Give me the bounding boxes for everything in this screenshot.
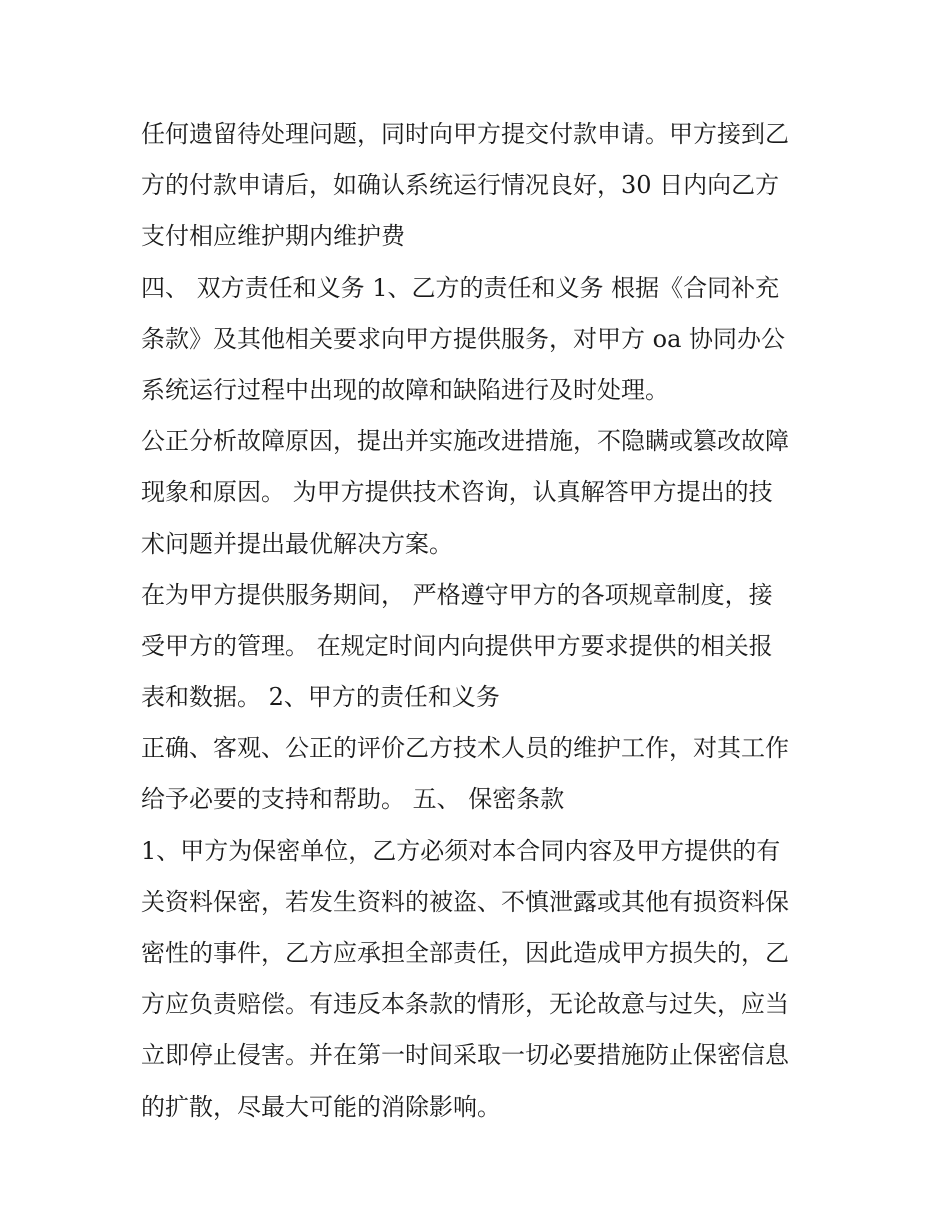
text-line: 1、甲方为保密单位，乙方必须对本合同内容及甲方提供的有	[141, 836, 781, 865]
text-line: 术问题并提出最优解决方案。	[141, 529, 453, 558]
text-line: 在为甲方提供服务期间， 严格遵守甲方的各项规章制度，接	[141, 580, 773, 609]
text-line: 受甲方的管理。 在规定时间内向提供甲方要求提供的相关报	[141, 631, 773, 660]
text-line: 的扩散，尽最大可能的消除影响。	[141, 1092, 501, 1121]
text-line: 正确、客观、公正的评价乙方技术人员的维护工作，对其工作	[141, 734, 789, 763]
text-line: 密性的事件，乙方应承担全部责任，因此造成甲方损失的，乙	[141, 939, 789, 967]
text-line: 任何遗留待处理问题，同时向甲方提交付款申请。甲方接到乙	[141, 120, 789, 148]
text-line: 系统运行过程中出现的故障和缺陷进行及时处理。	[141, 375, 669, 404]
text-line: 方应负责赔偿。有违反本条款的情形，无论故意与过失，应当	[141, 990, 789, 1019]
text-line: 方的付款申请后，如确认系统运行情况良好，30 日内向乙方	[141, 171, 780, 200]
text-line: 四、 双方责任和义务 1、乙方的责任和义务 根据《合同补充	[141, 273, 780, 302]
text-line: 给予必要的支持和帮助。 五、 保密条款	[141, 785, 565, 814]
text-line: 表和数据。 2、甲方的责任和义务	[141, 683, 500, 712]
text-line: 条款》及其他相关要求向甲方提供服务，对甲方 oa 协同办公	[141, 324, 786, 353]
text-line: 现象和原因。 为甲方提供技术咨询，认真解答甲方提出的技	[141, 478, 773, 507]
document-body	[141, 109, 821, 1133]
text-line: 关资料保密，若发生资料的被盗、不慎泄露或其他有损资料保	[141, 887, 789, 916]
text-line: 公正分析故障原因，提出并实施改进措施，不隐瞒或篡改故障	[141, 427, 789, 456]
text-line: 支付相应维护期内维护费	[141, 222, 405, 251]
text-line: 立即停止侵害。并在第一时间采取一切必要措施防止保密信息	[141, 1041, 789, 1070]
